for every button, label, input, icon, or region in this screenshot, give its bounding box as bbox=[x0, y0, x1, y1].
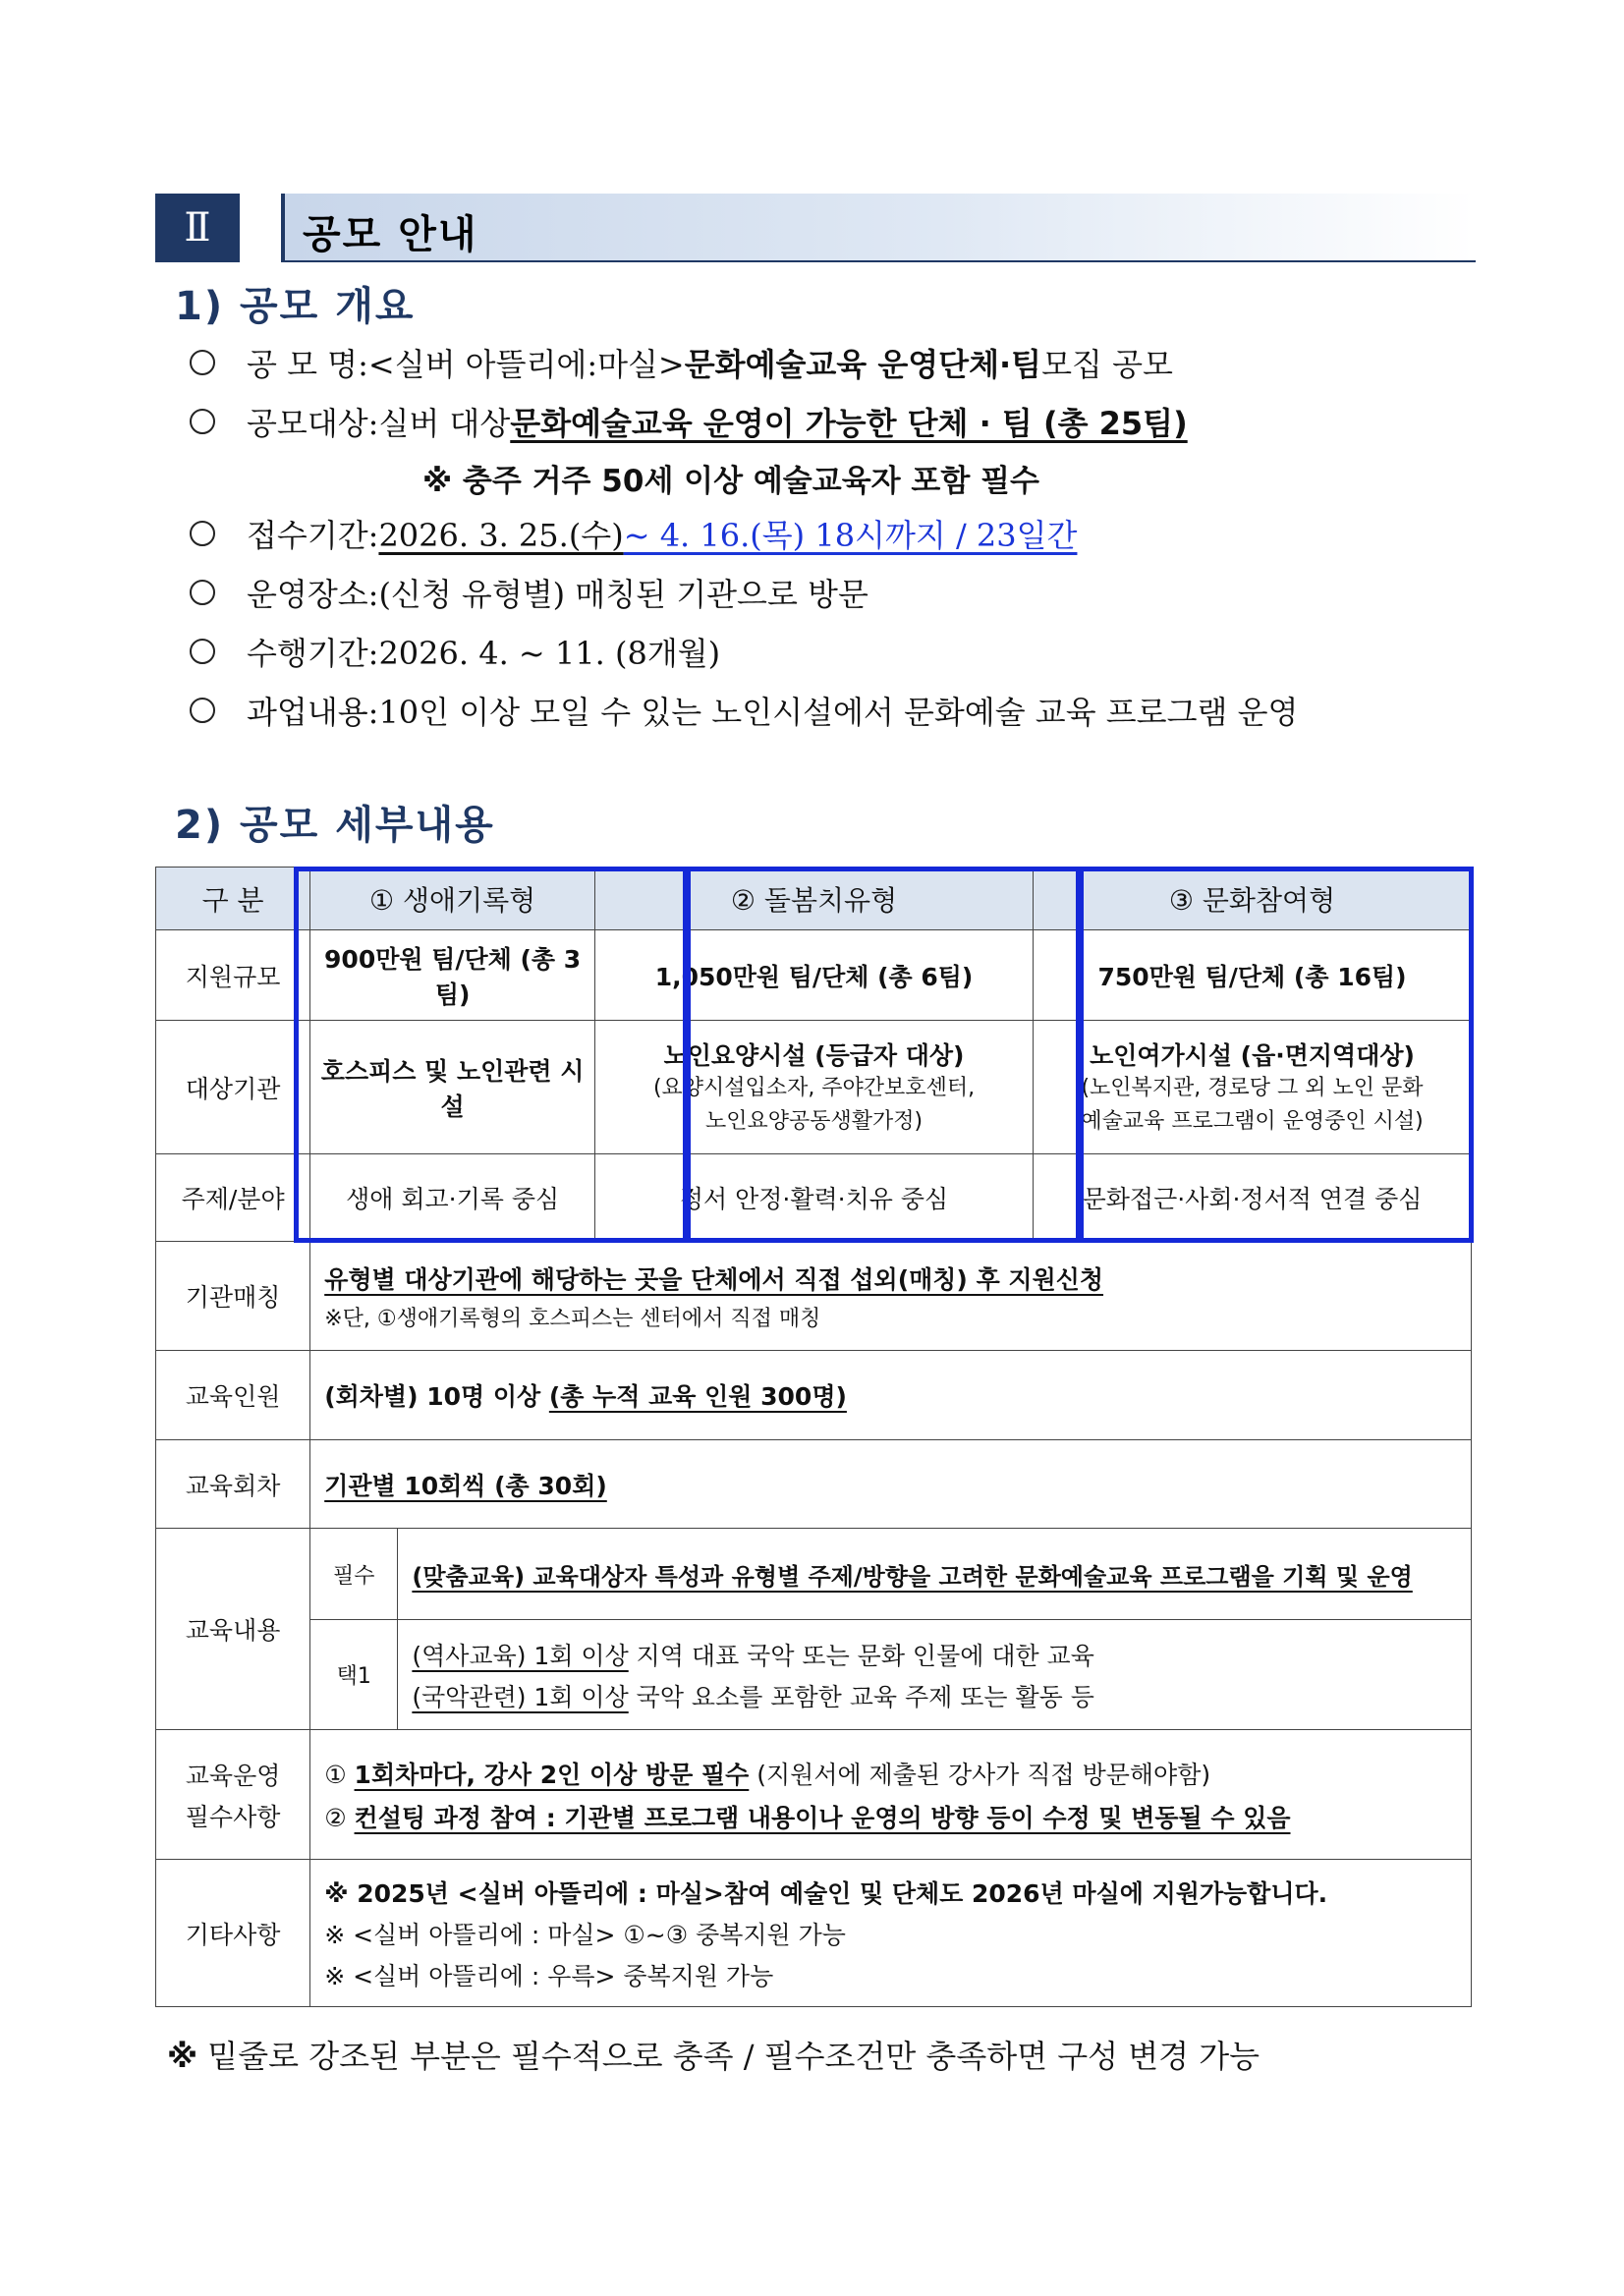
details-heading: 2) 공모 세부내용 bbox=[175, 803, 495, 848]
table-cell: (맞춤교육) 교육대상자 특성과 유형별 주제/방향을 고려한 문화예술교육 프로그램을 기획 및 운영 bbox=[398, 1529, 1472, 1620]
row-label: 대상기관 bbox=[156, 1021, 310, 1154]
table-row-theme bbox=[156, 1154, 1472, 1242]
table-row-scale bbox=[156, 930, 1472, 1021]
section-title: 공모 안내 bbox=[303, 212, 478, 257]
overview-note: ※ 충주 거주 50세 이상 예술교육자 포함 필수 bbox=[422, 464, 1039, 499]
bullet-circle-icon bbox=[190, 350, 215, 375]
table-cell: 노인여가시설 (읍·면지역대상) (노인복지관, 경로당 그 외 노인 문화 예술교육 프로그램이 운영중인 시설) bbox=[1034, 1021, 1472, 1154]
table-cell: 1,050만원 팀/단체 (총 6팀) bbox=[595, 930, 1034, 1021]
bullet-circle-icon bbox=[190, 409, 215, 434]
row-label: 기타사항 bbox=[156, 1860, 310, 2007]
bullet-circle-icon bbox=[190, 521, 215, 546]
details-table bbox=[155, 867, 1472, 2007]
overview-item-target: 공모대상: 실버 대상 문화예술교육 운영이 가능한 단체 · 팀 (총 25팀) bbox=[190, 399, 1188, 444]
table-cell: 정서 안정·활력·치유 중심 bbox=[595, 1154, 1034, 1242]
row-label: 지원규모 bbox=[156, 930, 310, 1021]
row-label: 기관매칭 bbox=[156, 1242, 310, 1351]
overview-item-period: 접수기간: 2026. 3. 25.(수) ~ 4. 16.(목) 18시까지 / 23일간 bbox=[190, 511, 1077, 556]
table-row-sessions bbox=[156, 1440, 1472, 1529]
table-cell: 노인요양시설 (등급자 대상) (요양시설입소자, 주야간보호센터, 노인요양공동생활가정) bbox=[595, 1021, 1034, 1154]
bullet-circle-icon bbox=[190, 639, 215, 664]
row-label: 주제/분야 bbox=[156, 1154, 310, 1242]
footer-note: ※ 밑줄로 강조된 부분은 필수적으로 충족 / 필수조건만 충족하면 구성 변경 가능 bbox=[167, 2038, 1260, 2075]
bullet-circle-icon bbox=[190, 580, 215, 605]
table-cell: 호스피스 및 노인관련 시설 bbox=[310, 1021, 595, 1154]
overview-item-place: 운영장소: (신청 유형별) 매칭된 기관으로 방문 bbox=[190, 570, 868, 615]
overview-heading: 1) 공모 개요 bbox=[175, 284, 416, 329]
table-row-people bbox=[156, 1351, 1472, 1440]
table-cell: 유형별 대상기관에 해당하는 곳을 단체에서 직접 섭외(매칭) 후 지원신청 ※단, ①생애기록형의 호스피스는 센터에서 직접 매칭 bbox=[310, 1242, 1472, 1351]
header-type-3: ③ 문화참여형 bbox=[1034, 868, 1472, 930]
table-row-matching bbox=[156, 1242, 1472, 1351]
overview-item-task: 과업내용: 10인 이상 모일 수 있는 노인시설에서 문화예술 교육 프로그램 운영 bbox=[190, 688, 1298, 733]
row-label: 교육인원 bbox=[156, 1351, 310, 1440]
table-cell: 750만원 팀/단체 (총 16팀) bbox=[1034, 930, 1472, 1021]
header-type-2: ② 돌봄치유형 bbox=[595, 868, 1034, 930]
table-row-ops bbox=[156, 1730, 1472, 1860]
row-label: 교육회차 bbox=[156, 1440, 310, 1529]
table-cell: ※ 2025년 <실버 아뜰리에 : 마실>참여 예술인 및 단체도 2026년 마실에 지원가능합니다. ※ <실버 아뜰리에 : 마실> ①~③ 중복지원 가능 ※ <실버 아뜰리에 : 우륵> 중복지원 가능 bbox=[310, 1860, 1472, 2007]
sub-label: 필수 bbox=[310, 1529, 398, 1620]
table-cell: (회차별) 10명 이상 (총 누적 교육 인원 300명) bbox=[310, 1351, 1472, 1440]
overview-item-duration: 수행기간: 2026. 4. ~ 11. (8개월) bbox=[190, 629, 720, 674]
table-cell: 900만원 팀/단체 (총 3팀) bbox=[310, 930, 595, 1021]
table-cell: 생애 회고·기록 중심 bbox=[310, 1154, 595, 1242]
table-cell: ① 1회차마다, 강사 2인 이상 방문 필수 (지원서에 제출된 강사가 직접 방문해야함) ② 컨설팅 과정 참여 : 기관별 프로그램 내용이나 운영의 방향 등이 수정 및 변동될 수 있음 bbox=[310, 1730, 1472, 1860]
table-row-content-required bbox=[156, 1529, 1472, 1620]
header-category: 구 분 bbox=[156, 868, 310, 930]
table-cell: 기관별 10회씩 (총 30회) bbox=[310, 1440, 1472, 1529]
table-row-content-choice bbox=[156, 1620, 1472, 1730]
row-label: 교육내용 bbox=[156, 1529, 310, 1730]
section-title-bar bbox=[281, 194, 1476, 262]
overview-item-name: 공 모 명: <실버 아뜰리에:마실> 문화예술교육 운영단체·팀 모집 공모 bbox=[190, 340, 1173, 385]
row-label: 교육운영 필수사항 bbox=[156, 1730, 310, 1860]
bullet-circle-icon bbox=[190, 698, 215, 723]
header-type-1: ① 생애기록형 bbox=[310, 868, 595, 930]
sub-label: 택1 bbox=[310, 1620, 398, 1730]
table-cell: (역사교육) 1회 이상 지역 대표 국악 또는 문화 인물에 대한 교육 (국악관련) 1회 이상 국악 요소를 포함한 교육 주제 또는 활동 등 bbox=[398, 1620, 1472, 1730]
section-number: Ⅱ bbox=[155, 194, 240, 262]
table-row-etc bbox=[156, 1860, 1472, 2007]
table-cell: 문화접근·사회·정서적 연결 중심 bbox=[1034, 1154, 1472, 1242]
table-header-row bbox=[156, 868, 1472, 930]
table-row-target bbox=[156, 1021, 1472, 1154]
